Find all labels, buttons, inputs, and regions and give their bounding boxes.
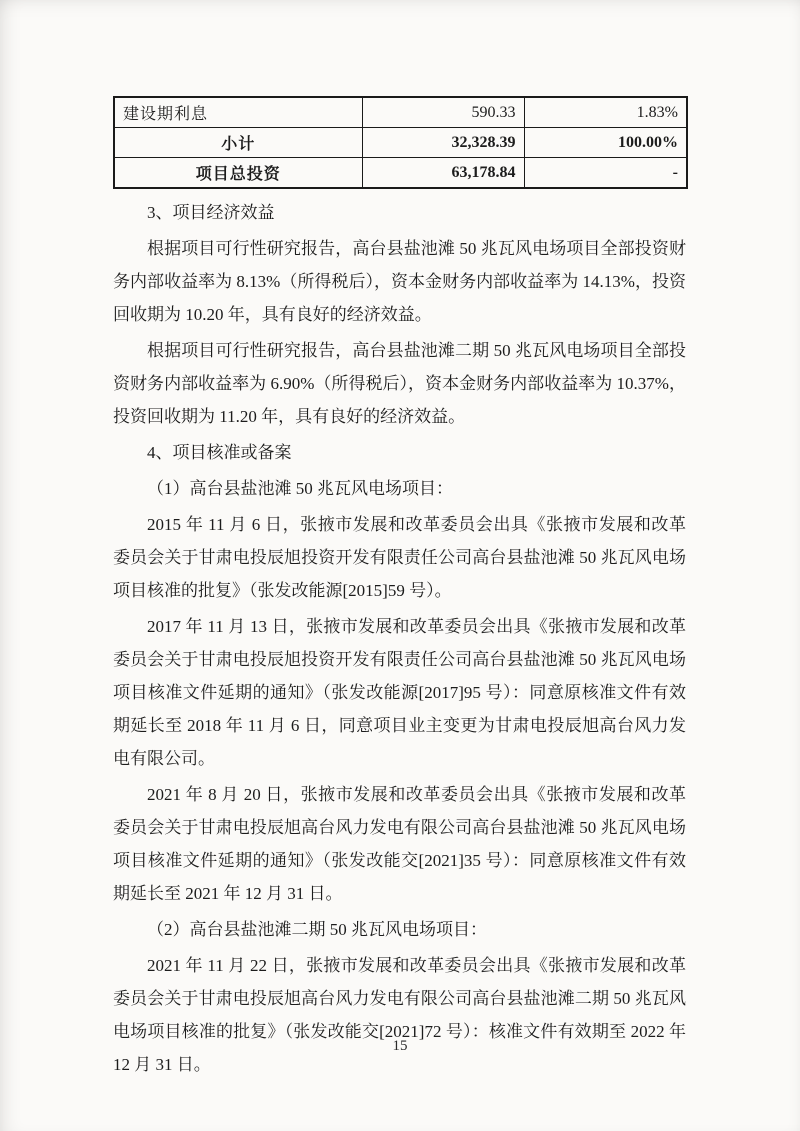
table-cell-ratio: 1.83% xyxy=(524,97,687,128)
table-cell-amount: 63,178.84 xyxy=(362,158,524,189)
section-heading-approval: 4、项目核准或备案 xyxy=(147,443,292,462)
document-text xyxy=(113,196,686,1081)
table-cell-amount: 590.33 xyxy=(362,97,524,128)
paragraph-phase1-economics: 根据项目可行性研究报告，高台县盐池滩 50 兆瓦风电场项目全部投资财务内部收益率为 8.13%（所得税后），资本金财务内部收益率为 14.13%，投资回收期为 10.20 年，具有良好的经济效益。 xyxy=(113,239,686,324)
paragraph-approval-2015: 2015 年 11 月 6 日，张掖市发展和改革委员会出具《张掖市发展和改革委员会关于甘肃电投辰旭投资开发有限责任公司高台县盐池滩 50 兆瓦风电场项目核准的批复》（张发改能源[2015]59 号）。 xyxy=(113,515,686,600)
table-row xyxy=(114,128,687,158)
paragraph-approval-2021-phase2: 2021 年 11 月 22 日，张掖市发展和改革委员会出具《张掖市发展和改革委员会关于甘肃电投辰旭高台风力发电有限公司高台县盐池滩二期 50 兆瓦风电场项目核准的批复》（张发改能交[2021]72 号）：核准文件有效期至 2022 年 12 月 31 日。 xyxy=(113,956,686,1074)
paragraph-approval-2021-extension: 2021 年 8 月 20 日，张掖市发展和改革委员会出具《张掖市发展和改革委员会关于甘肃电投辰旭高台风力发电有限公司高台县盐池滩 50 兆瓦风电场项目核准文件延期的通知》（张发改能交[2021]35 号）：同意原核准文件有效期延长至 2021 年 12 月 31 日。 xyxy=(113,785,686,903)
document-content xyxy=(113,96,686,1084)
table-row xyxy=(114,97,687,128)
paragraph-phase2-economics: 根据项目可行性研究报告，高台县盐池滩二期 50 兆瓦风电场项目全部投资财务内部收益率为 6.90%（所得税后），资本金财务内部收益率为 10.37%，投资回收期为 11.20 年，具有良好的经济效益。 xyxy=(113,341,686,426)
table-cell-label: 小计 xyxy=(114,128,362,158)
table-cell-label: 建设期利息 xyxy=(114,97,362,128)
investment-summary-table xyxy=(113,96,688,189)
table-cell-ratio: 100.00% xyxy=(524,128,687,158)
table-row xyxy=(114,158,687,189)
subitem-phase1-title: （1）高台县盐池滩 50 兆瓦风电场项目： xyxy=(147,479,453,498)
subitem-phase2-title: （2）高台县盐池滩二期 50 兆瓦风电场项目： xyxy=(147,920,487,939)
table-cell-ratio: - xyxy=(524,158,687,189)
paragraph-approval-2017: 2017 年 11 月 13 日，张掖市发展和改革委员会出具《张掖市发展和改革委员会关于甘肃电投辰旭投资开发有限责任公司高台县盐池滩 50 兆瓦风电场项目核准文件延期的通知》（张发改能源[2017]95 号）：同意原核准文件有效期延长至 2018 年 11 月 6 日，同意项目业主变更为甘肃电投辰旭高台风力发电有限公司。 xyxy=(113,617,686,768)
page-number: 15 xyxy=(392,1038,408,1054)
table-cell-amount: 32,328.39 xyxy=(362,128,524,158)
section-heading-economic-benefit: 3、项目经济效益 xyxy=(147,203,275,222)
table-cell-label: 项目总投资 xyxy=(114,158,362,189)
